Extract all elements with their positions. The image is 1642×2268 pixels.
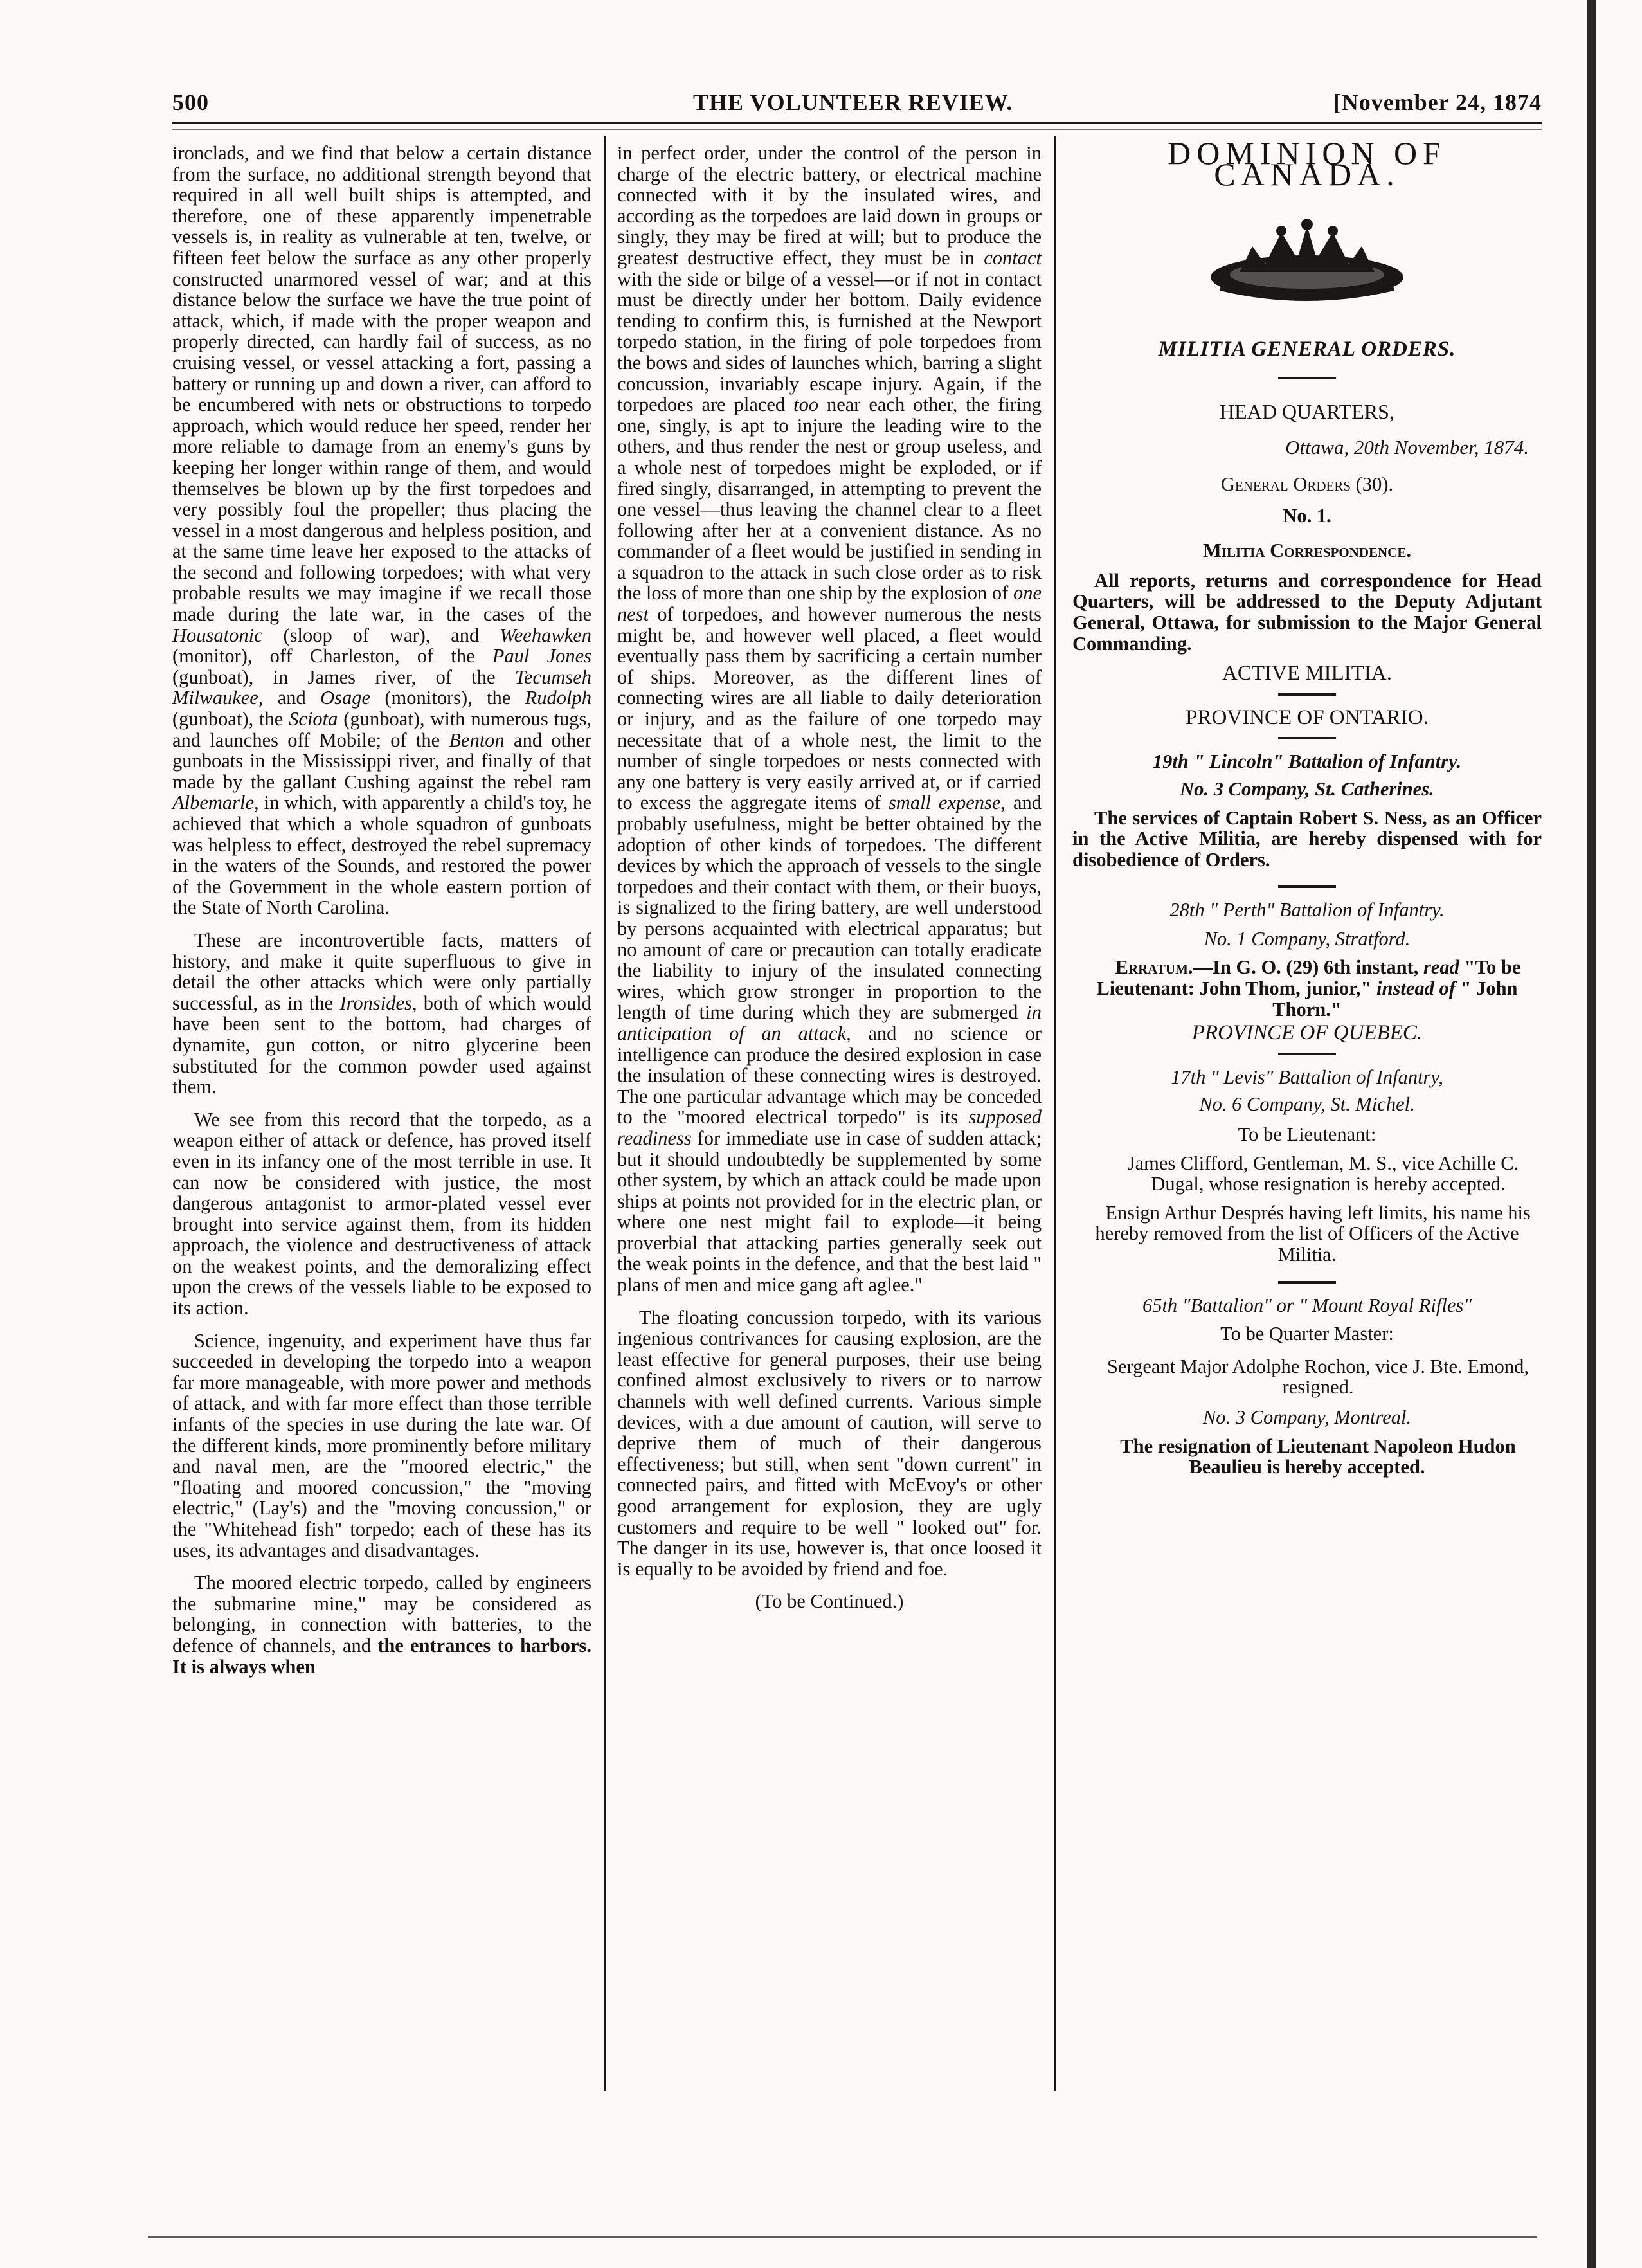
hq-heading: HEAD QUARTERS, — [1220, 399, 1394, 423]
place-date: Ottawa, 20th November, 1874. — [1285, 436, 1529, 459]
order-text: The services of Captain Robert S. Ness, as an Officer in the Active Militia, are hereby dispensed with for disobedience of Orders. — [1072, 806, 1542, 871]
battalion-heading: 65th "Battalion" or " Mount Royal Rifles" — [1142, 1294, 1472, 1316]
paragraph: in perfect order, under the control of the person in charge of the electric battery, or electrical machine connected with it by the insulated wires, and according as the torpedoes are laid down in groups or singly, they may be fired at will; but to produce the greatest destructive effect, they must be in contact with the side or bilge of a vessel—or if not in contact must be directly under her bottom. Daily evidence tending to confirm this, is furnished at the Newport torpedo station, in the firing of pole torpedoes from the bows and sides of launches which, barring a slight concussion, invariably escape injury. Again, if the torpedoes are placed too near each other, the firing one, singly, is apt to injure the leading wire to the others, and thus render the nest or group useless, and a whole nest of torpedoes might be exploded, or if fired singly, disarranged, in attempting to prevent the one vessel—thus leaving the channel clear to a fleet following after her at a convenient distance. As no commander of a fleet would be justified in sending in a squadron to the attack in such close order as to risk the loss of more than one ship by the explosion of one nest of torpedoes, and however numerous the nests might be, and however well placed, a fleet would eventually pass them by sacrificing a certain number of ships. Moreover, as the different lines of connecting wires are all liable to daily deterioration or injury, and as the failure of one torpedo may necessitate that of a whole nest, the limit to the number of single torpedoes or nests connected with any one battery is very easily arrived at, or if carried to excess the aggregate items of small expense, and probably usefulness, might be better obtained by the adoption of other kinds of torpedoes. The different devices by which the approach of vessels to the single torpedoes and their contact with them, or their buoys, is signalized to the firing battery, are well understood by persons acquainted with electrical apparatus; but no amount of care or precaution can totally eradicate the liability to injury of the insulated connecting wires, which grow stronger in proportion to the length of time during which they are submerged in anticipation of an attack, and no science or intelligence can produce the desired explosion in case the insulation of these connecting wires is destroyed. The one particular advantage which may be conceded to the "moored electrical torpedo" is its supposed readiness for immediate use in case of sudden attack; but it should undoubtedly be supplemented by some other system, by which an attack could be made upon ships at points not provided for in the electric plan, or where one nest might fail to explode—it being proverbial that attacking parties generally seek out the weak points in the defence, and that the best laid " plans of men and mice gang aft aglee." — [617, 142, 1042, 1296]
battalion-heading: 28th " Perth" Battalion of Infantry. — [1169, 899, 1445, 921]
paragraph: These are incontrovertible facts, matters of history, and make it quite superfluous to give in detail the other attacks which were only partially successful, as in the Ironsides, both of which would have been sent to the bottom, had charges of dynamite, gun cotton, or nitro glycerine been substituted for the common powder used against them. — [172, 929, 592, 1098]
paragraph: The moored electric torpedo, called by engineers the submarine mine," may be considered as belonging, in connection with batteries, to the defence of channels, and the entrances to harbors. It is always when — [172, 1572, 591, 1678]
article-column-2 — [617, 143, 1042, 1624]
article-column-1 — [172, 143, 591, 1689]
company-heading: No. 3 Company, St. Catherines. — [1180, 777, 1434, 800]
appointment-heading: To be Quarter Master: — [1220, 1323, 1394, 1345]
battalion-heading: 19th " Lincoln" Battalion of Infantry. — [1152, 750, 1462, 773]
section-heading: ACTIVE MILITIA. — [1222, 662, 1392, 685]
general-orders-number: General Orders (30). — [1220, 473, 1394, 495]
company-heading: No. 6 Company, St. Michel. — [1199, 1093, 1415, 1116]
column-divider-1 — [604, 136, 606, 2091]
paragraph: We see from this record that the torpedo, as a weapon either of attack or defence, has proved itself even in its infancy one of the most terrible in use. It can now be considered with justice, the most dangerous antagonist to armor-plated vessel ever brought into service against them, from its hidden approach, the violence and destructiveness of attack on the weakest points, and the demoralizing effect upon the crews of the vessels liable to be exposed to its action. — [172, 1108, 591, 1320]
militia-orders-column — [1072, 135, 1542, 1478]
bottom-rule — [148, 2236, 1537, 2238]
paragraph: ironclads, and we find that below a certain distance from the surface, no additional strength beyond that required in all well built ships is attempted, and therefore, one of these apparently impenetrable vessels is, in reality as vulnerable at ten, twelve, or fifteen feet below the surface as any other properly constructed unarmored vessel of war; and at this distance below the surface we have the true point of attack, which, if made with the proper weapon and properly directed, can hardly fail of success, as no cruising vessel, or vessel attacking a fort, passing a battery or running up and down a river, can afford to be encumbered with nets or obstructions to torpedo approach, which would reduce her speed, render her more reliable to damage from an enemy's guns by keeping her longer within range of them, and would themselves be blown up by the first torpedoes and very possibly foul the propeller; thus placing the vessel in a most dangerous and helpless position, and at the same time leave her exposed to the attacks of the second and following torpedoes; with what very probable results we may imagine if we recall those made during the late war, in the cases of the Housatonic (sloop of war), and Weehawken (monitor), off Charleston, of the Paul Jones (gunboat), in James river, of the Tecumseh Milwaukee, and Osage (monitors), the Rudolph (gunboat), the Sciota (gunboat), with numerous tugs, and launches off Mobile; of the Benton and other gunboats in the Mississippi river, and finally of that made by the gallant Cushing against the rebel ram Albemarle, in which, with apparently a child's toy, he achieved that which a whole squadron of gunboats was helpless to effect, destroyed the rebel supremacy in the waters of the Sounds, and restored the power of the Government in the whole eastern portion of the State of North Carolina. — [172, 142, 592, 919]
page-header — [172, 89, 1542, 127]
issue-date: [November 24, 1874 — [1333, 89, 1542, 115]
province-heading: PROVINCE OF QUEBEC. — [1191, 1021, 1423, 1045]
dominion-heading: DOMINION OF CANADA. — [1168, 135, 1447, 192]
crown-emblem-icon — [1201, 213, 1413, 309]
appointment-heading: To be Lieutenant: — [1238, 1123, 1376, 1146]
order-text: Sergeant Major Adolphe Rochon, vice J. Bte. Emond, resigned. — [1107, 1355, 1529, 1399]
section-heading: Militia Correspondence. — [1203, 540, 1411, 562]
divider — [1278, 737, 1336, 739]
erratum-text: Erratum.—In G. O. (29) 6th instant, read "To be Lieutenant: John Thom, junior," instead of " John Thorn." — [1096, 956, 1521, 1021]
battalion-heading: 17th " Levis" Battalion of Infantry, — [1171, 1066, 1443, 1088]
divider — [1278, 377, 1336, 379]
header-rule — [172, 122, 1542, 124]
header-rule-thin — [172, 129, 1542, 130]
page-number: 500 — [172, 89, 209, 115]
divider — [1278, 1053, 1336, 1055]
page-edge-border — [1587, 0, 1596, 2268]
divider — [1278, 693, 1336, 696]
order-text: The resignation of Lieutenant Napoleon Hudon Beaulieu is hereby accepted. — [1120, 1435, 1516, 1478]
orders-title: MILITIA GENERAL ORDERS. — [1158, 338, 1456, 361]
divider — [1278, 885, 1336, 888]
company-heading: No. 1 Company, Stratford. — [1204, 927, 1411, 950]
paragraph: Science, ingenuity, and experiment have thus far succeeded in developing the torpedo into a weapon far more manageable, with more power and methods of attack, and with far more effect than those terrible infants of the species in use during the late war. Of the different kinds, more prominently before military and naval men, are the "moored electric," the "floating and moored concussion," the "moving electric," (Lay's) and the "moving concussion," or the "Whitehead fish" torpedo; each of these has its uses, its advantages and disadvantages. — [172, 1329, 591, 1561]
divider — [1278, 1281, 1336, 1284]
to-be-continued: (To be Continued.) — [755, 1590, 904, 1613]
order-text: Ensign Arthur Després having left limits, his name his hereby removed from the list of Officers of the Active Militia. — [1095, 1201, 1531, 1266]
newspaper-title: THE VOLUNTEER REVIEW. — [693, 89, 1013, 115]
order-text: James Clifford, Gentleman, M. S., vice Achille C. Dugal, whose resignation is hereby accepted. — [1127, 1152, 1519, 1195]
province-heading: PROVINCE OF ONTARIO. — [1186, 705, 1429, 729]
company-heading: No. 3 Company, Montreal. — [1202, 1406, 1412, 1428]
paragraph: The floating concussion torpedo, with its various ingenious contrivances for causing explosion, are the least effective for general purposes, their use being confined almost exclusively to rivers or to narrow channels with well defined currents. Various simple devices, with a due amount of caution, will serve to deprive them of much of their dangerous effectiveness; but still, when sent "down current" in connected pairs, and fitted with McEvoy's or other good arrangement for explosion, they are ugly customers and require to be well " looked out" for. The danger in its use, however is, that once loosed it is equally to be avoided by friend and foe. — [617, 1306, 1042, 1580]
column-divider-2 — [1054, 136, 1056, 2091]
order-number: No. 1. — [1283, 504, 1331, 527]
order-text: All reports, returns and correspondence for Head Quarters, will be addressed to the Deputy Adjutant General, Ottawa, for submission to the Major General Commanding. — [1072, 569, 1542, 655]
